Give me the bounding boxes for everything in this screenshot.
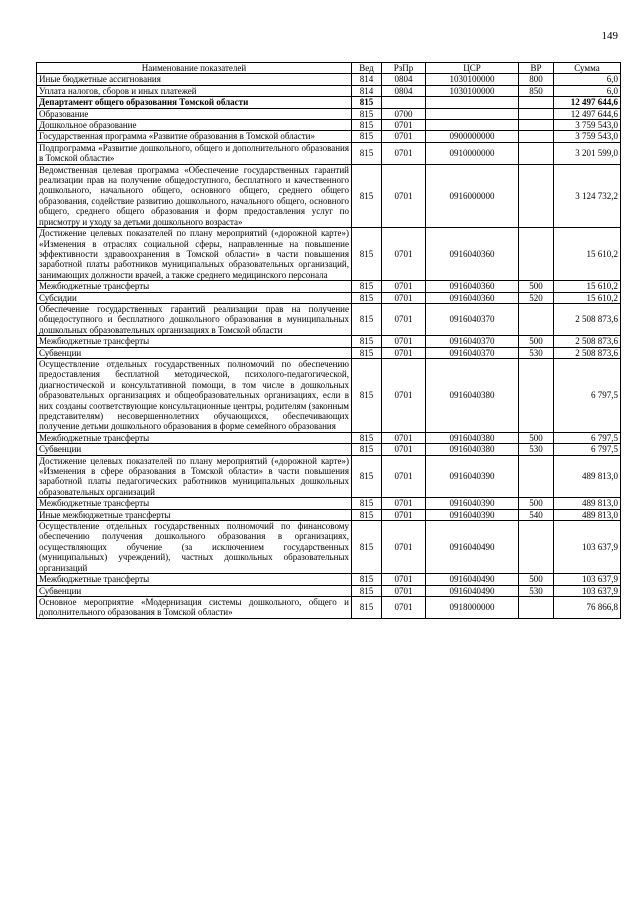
ved-code-cell: 815 xyxy=(352,574,382,585)
amount-cell: 6 797,5 xyxy=(554,358,621,432)
csr-code-cell xyxy=(426,97,519,108)
rzpr-code-cell: 0701 xyxy=(382,120,426,131)
indicator-name-cell: Ведомственная целевая программа «Обеспечение государственных гарантий реализации прав на получение общедоступного, бесплатного и качественного дошкольного, начального общего, основного общего, среднего общего образования, содействие развитию дошкольного, начального общего, основного общего, среднего общего образования и форм предоставления услуг по присмотру и уходу за детьми дошкольного возраста» xyxy=(37,164,352,227)
vr-code-cell xyxy=(519,142,554,164)
ved-code-cell: 815 xyxy=(352,585,382,596)
table-body xyxy=(37,74,621,618)
rzpr-code-cell: 0804 xyxy=(382,74,426,85)
rzpr-code-cell: 0701 xyxy=(382,455,426,498)
csr-code-cell xyxy=(426,120,519,131)
csr-code-cell: 0916040490 xyxy=(426,521,519,574)
indicator-name-cell: Подпрограмма «Развитие дошкольного, общего и дополнительного образования в Томской области» xyxy=(37,142,352,164)
csr-code-cell: 0916040360 xyxy=(426,281,519,292)
indicator-name-cell: Субвенции xyxy=(37,585,352,596)
rzpr-code-cell: 0701 xyxy=(382,303,426,335)
ved-code-cell: 815 xyxy=(352,142,382,164)
ved-code-cell: 815 xyxy=(352,303,382,335)
amount-cell: 103 637,9 xyxy=(554,521,621,574)
vr-code-cell: 500 xyxy=(519,281,554,292)
table-row xyxy=(37,120,621,131)
rzpr-code-cell: 0701 xyxy=(382,292,426,303)
amount-cell: 2 508 873,6 xyxy=(554,303,621,335)
rzpr-code-cell: 0701 xyxy=(382,164,426,227)
table-row xyxy=(37,164,621,227)
column-header-sum: Сумма xyxy=(554,63,621,74)
ved-code-cell: 815 xyxy=(352,455,382,498)
csr-code-cell: 0916040390 xyxy=(426,498,519,509)
rzpr-code-cell: 0701 xyxy=(382,228,426,281)
indicator-name-cell: Межбюджетные трансферты xyxy=(37,574,352,585)
indicator-name-cell: Субвенции xyxy=(37,347,352,358)
table-row xyxy=(37,303,621,335)
table-row xyxy=(37,509,621,520)
indicator-name-cell: Департамент общего образования Томской области xyxy=(37,97,352,108)
indicator-name-cell: Иные бюджетные ассигнования xyxy=(37,74,352,85)
amount-cell: 6 797,5 xyxy=(554,432,621,443)
csr-code-cell: 0916040360 xyxy=(426,292,519,303)
table-row xyxy=(37,281,621,292)
column-header-csr: ЦСР xyxy=(426,63,519,74)
table-row xyxy=(37,142,621,164)
csr-code-cell: 0916040490 xyxy=(426,585,519,596)
vr-code-cell xyxy=(519,131,554,142)
ved-code-cell: 815 xyxy=(352,292,382,303)
amount-cell: 6 797,5 xyxy=(554,444,621,455)
vr-code-cell xyxy=(519,120,554,131)
vr-code-cell: 520 xyxy=(519,292,554,303)
indicator-name-cell: Межбюджетные трансферты xyxy=(37,281,352,292)
indicator-name-cell: Достижение целевых показателей по плану мероприятий («дорожной карте») «Изменения в сфере образования в Томской области» в части повышения заработной платы педагогических работников муниципальных дошкольных образовательных организаций xyxy=(37,455,352,498)
table-row xyxy=(37,108,621,119)
vr-code-cell xyxy=(519,303,554,335)
rzpr-code-cell: 0701 xyxy=(382,585,426,596)
csr-code-cell: 0916040390 xyxy=(426,509,519,520)
vr-code-cell: 500 xyxy=(519,498,554,509)
csr-code-cell: 0916040490 xyxy=(426,574,519,585)
indicator-name-cell: Межбюджетные трансферты xyxy=(37,498,352,509)
csr-code-cell: 0918000000 xyxy=(426,596,519,618)
ved-code-cell: 815 xyxy=(352,336,382,347)
ved-code-cell: 815 xyxy=(352,358,382,432)
rzpr-code-cell: 0701 xyxy=(382,521,426,574)
ved-code-cell: 815 xyxy=(352,281,382,292)
table-row xyxy=(37,228,621,281)
ved-code-cell: 815 xyxy=(352,596,382,618)
amount-cell: 489 813,0 xyxy=(554,455,621,498)
rzpr-code-cell: 0701 xyxy=(382,509,426,520)
rzpr-code-cell: 0701 xyxy=(382,336,426,347)
rzpr-code-cell: 0701 xyxy=(382,281,426,292)
rzpr-code-cell: 0701 xyxy=(382,432,426,443)
ved-code-cell: 815 xyxy=(352,347,382,358)
vr-code-cell xyxy=(519,596,554,618)
amount-cell: 103 637,9 xyxy=(554,574,621,585)
ved-code-cell: 815 xyxy=(352,164,382,227)
amount-cell: 3 759 543,0 xyxy=(554,131,621,142)
indicator-name-cell: Субвенции xyxy=(37,444,352,455)
page-number: 149 xyxy=(601,30,618,42)
rzpr-code-cell: 0701 xyxy=(382,498,426,509)
amount-cell: 2 508 873,6 xyxy=(554,347,621,358)
csr-code-cell: 0916040380 xyxy=(426,444,519,455)
vr-code-cell xyxy=(519,164,554,227)
vr-code-cell: 500 xyxy=(519,574,554,585)
ved-code-cell: 815 xyxy=(352,228,382,281)
table-row xyxy=(37,574,621,585)
ved-code-cell: 815 xyxy=(352,509,382,520)
csr-code-cell xyxy=(426,108,519,119)
csr-code-cell: 0916040380 xyxy=(426,358,519,432)
vr-code-cell xyxy=(519,521,554,574)
amount-cell: 76 866,8 xyxy=(554,596,621,618)
vr-code-cell: 530 xyxy=(519,585,554,596)
table-row xyxy=(37,455,621,498)
table-row xyxy=(37,596,621,618)
indicator-name-cell: Осуществление отдельных государственных полномочий по финансовому обеспечению получения дошкольного образования в организациях, осуществляющих обучение (за исключением государственных (муниципальных) учреждений), частных дошкольных образовательных организаций xyxy=(37,521,352,574)
vr-code-cell xyxy=(519,108,554,119)
indicator-name-cell: Межбюджетные трансферты xyxy=(37,432,352,443)
ved-code-cell: 814 xyxy=(352,85,382,96)
column-header-ved: Вед xyxy=(352,63,382,74)
indicator-name-cell: Дошкольное образование xyxy=(37,120,352,131)
amount-cell: 12 497 644,6 xyxy=(554,108,621,119)
amount-cell: 12 497 644,6 xyxy=(554,97,621,108)
indicator-name-cell: Осуществление отдельных государственных полномочий по обеспечению предоставления бесплатной методической, психолого-педагогической, диагностической и консультативной помощи, в том числе в дошкольных образовательных организациях и общеобразовательных организациях, если в них созданы соответствующие консультационные центры, родителям (законным представителям) несовершеннолетних обучающихся, обеспечивающих получение детьми дошкольного образования в форме семейного образования xyxy=(37,358,352,432)
vr-code-cell: 530 xyxy=(519,347,554,358)
csr-code-cell: 0916040370 xyxy=(426,336,519,347)
amount-cell: 489 813,0 xyxy=(554,509,621,520)
indicator-name-cell: Образование xyxy=(37,108,352,119)
column-header-rzpr: РзПр xyxy=(382,63,426,74)
ved-code-cell: 815 xyxy=(352,131,382,142)
amount-cell: 3 201 599,0 xyxy=(554,142,621,164)
indicator-name-cell: Субсидии xyxy=(37,292,352,303)
csr-code-cell: 0916000000 xyxy=(426,164,519,227)
ved-code-cell: 815 xyxy=(352,498,382,509)
table-row xyxy=(37,85,621,96)
column-header-name: Наименование показателей xyxy=(37,63,352,74)
amount-cell: 103 637,9 xyxy=(554,585,621,596)
ved-code-cell: 815 xyxy=(352,432,382,443)
ved-code-cell: 815 xyxy=(352,120,382,131)
csr-code-cell: 0916040370 xyxy=(426,347,519,358)
ved-code-cell: 814 xyxy=(352,74,382,85)
csr-code-cell: 1030100000 xyxy=(426,85,519,96)
indicator-name-cell: Государственная программа «Развитие образования в Томской области» xyxy=(37,131,352,142)
ved-code-cell: 815 xyxy=(352,444,382,455)
table-row xyxy=(37,585,621,596)
vr-code-cell: 500 xyxy=(519,432,554,443)
vr-code-cell xyxy=(519,455,554,498)
rzpr-code-cell: 0701 xyxy=(382,444,426,455)
vr-code-cell: 530 xyxy=(519,444,554,455)
csr-code-cell: 0900000000 xyxy=(426,131,519,142)
table-row xyxy=(37,432,621,443)
vr-code-cell xyxy=(519,358,554,432)
table-row xyxy=(37,358,621,432)
vr-code-cell xyxy=(519,228,554,281)
amount-cell: 3 759 543,0 xyxy=(554,120,621,131)
table-row xyxy=(37,444,621,455)
vr-code-cell: 540 xyxy=(519,509,554,520)
table-header xyxy=(37,63,621,74)
rzpr-code-cell: 0701 xyxy=(382,142,426,164)
csr-code-cell: 0916040380 xyxy=(426,432,519,443)
indicator-name-cell: Уплата налогов, сборов и иных платежей xyxy=(37,85,352,96)
indicator-name-cell: Достижение целевых показателей по плану мероприятий («дорожной карте») «Изменения в отраслях социальной сферы, направленные на повышение эффективности здравоохранения в Томской области» в части повышения заработной платы работников муниципальных образовательных организаций, занимающих должности врачей, а также среднего медицинского персонала xyxy=(37,228,352,281)
rzpr-code-cell: 0701 xyxy=(382,596,426,618)
vr-code-cell: 500 xyxy=(519,336,554,347)
csr-code-cell: 0916040390 xyxy=(426,455,519,498)
ved-code-cell: 815 xyxy=(352,108,382,119)
rzpr-code-cell: 0701 xyxy=(382,574,426,585)
table-row xyxy=(37,347,621,358)
table-row xyxy=(37,336,621,347)
table-row xyxy=(37,521,621,574)
table-row xyxy=(37,74,621,85)
budget-table xyxy=(36,62,621,619)
csr-code-cell: 0916040360 xyxy=(426,228,519,281)
vr-code-cell: 850 xyxy=(519,85,554,96)
rzpr-code-cell xyxy=(382,97,426,108)
amount-cell: 2 508 873,6 xyxy=(554,336,621,347)
rzpr-code-cell: 0701 xyxy=(382,347,426,358)
table-row xyxy=(37,498,621,509)
amount-cell: 15 610,2 xyxy=(554,281,621,292)
table-row xyxy=(37,97,621,108)
vr-code-cell xyxy=(519,97,554,108)
column-header-vr: ВР xyxy=(519,63,554,74)
table-row xyxy=(37,292,621,303)
table-row xyxy=(37,131,621,142)
rzpr-code-cell: 0804 xyxy=(382,85,426,96)
csr-code-cell: 1030100000 xyxy=(426,74,519,85)
indicator-name-cell: Обеспечение государственных гарантий реализации прав на получение общедоступного и бесплатного дошкольного образования в муниципальных дошкольных образовательных организациях в Томской области xyxy=(37,303,352,335)
ved-code-cell: 815 xyxy=(352,97,382,108)
rzpr-code-cell: 0701 xyxy=(382,358,426,432)
rzpr-code-cell: 0701 xyxy=(382,131,426,142)
amount-cell: 3 124 732,2 xyxy=(554,164,621,227)
csr-code-cell: 0910000000 xyxy=(426,142,519,164)
indicator-name-cell: Иные межбюджетные трансферты xyxy=(37,509,352,520)
amount-cell: 489 813,0 xyxy=(554,498,621,509)
amount-cell: 15 610,2 xyxy=(554,228,621,281)
amount-cell: 15 610,2 xyxy=(554,292,621,303)
rzpr-code-cell: 0700 xyxy=(382,108,426,119)
amount-cell: 6,0 xyxy=(554,74,621,85)
ved-code-cell: 815 xyxy=(352,521,382,574)
csr-code-cell: 0916040370 xyxy=(426,303,519,335)
vr-code-cell: 800 xyxy=(519,74,554,85)
indicator-name-cell: Основное мероприятие «Модернизация системы дошкольного, общего и дополнительного образования в Томской области» xyxy=(37,596,352,618)
amount-cell: 6,0 xyxy=(554,85,621,96)
indicator-name-cell: Межбюджетные трансферты xyxy=(37,336,352,347)
